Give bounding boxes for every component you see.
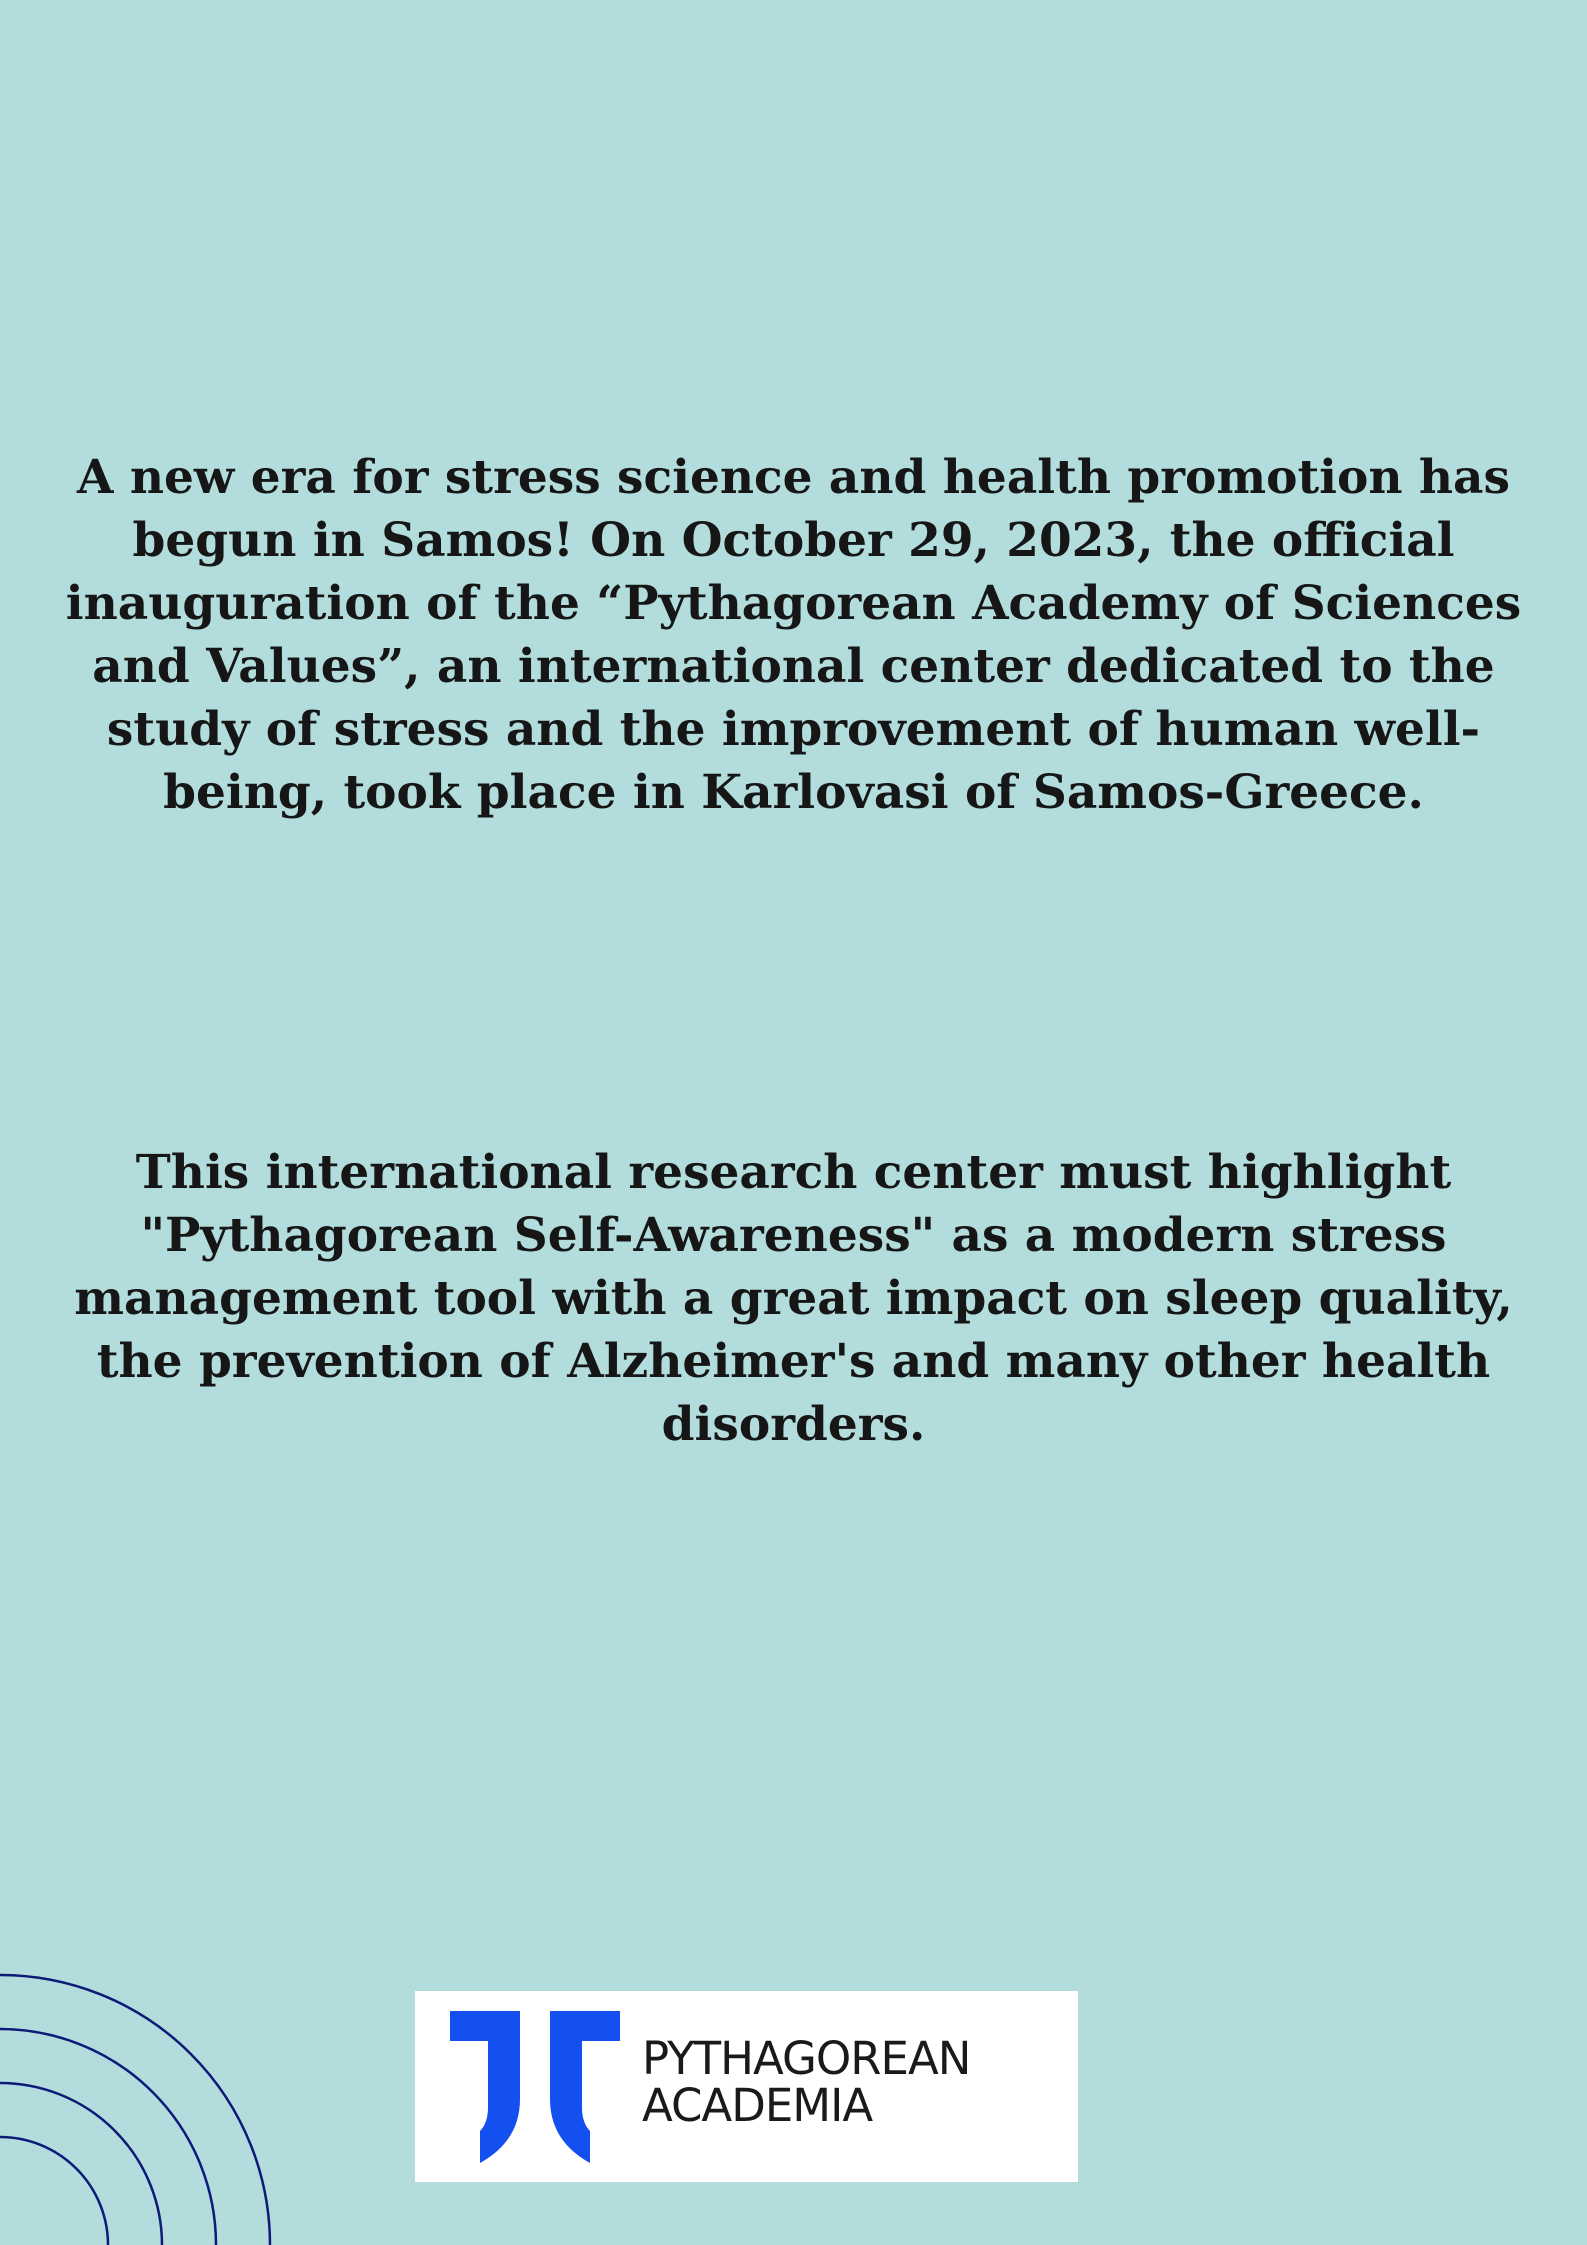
pythagorean-academia-logo [415, 1991, 1078, 2182]
logo-line-2: ACADEMIA [642, 2079, 873, 2132]
pi-logo-icon [450, 2011, 620, 2166]
intro-paragraph: A new era for stress science and health promotion has begun in Samos! On October 29, 2023, the official inauguration of the “Pythagorean Academy of Sciences and Values”, an international center dedicated to the study of stress and the improvement of human well-being, took place in Karlovasi of Samos-Greece. [65, 450, 1522, 820]
research-center-paragraph: This international research center must highlight "Pythagorean Self-Awareness" as a modern stress management tool with a great impact on sleep quality, the prevention of Alzheimer's and many other health disorders. [74, 1145, 1513, 1452]
logo-wordmark [642, 2032, 971, 2132]
logo-line-1: PYTHAGOREAN [642, 2032, 971, 2085]
decorative-arcs-icon [0, 1930, 290, 2245]
